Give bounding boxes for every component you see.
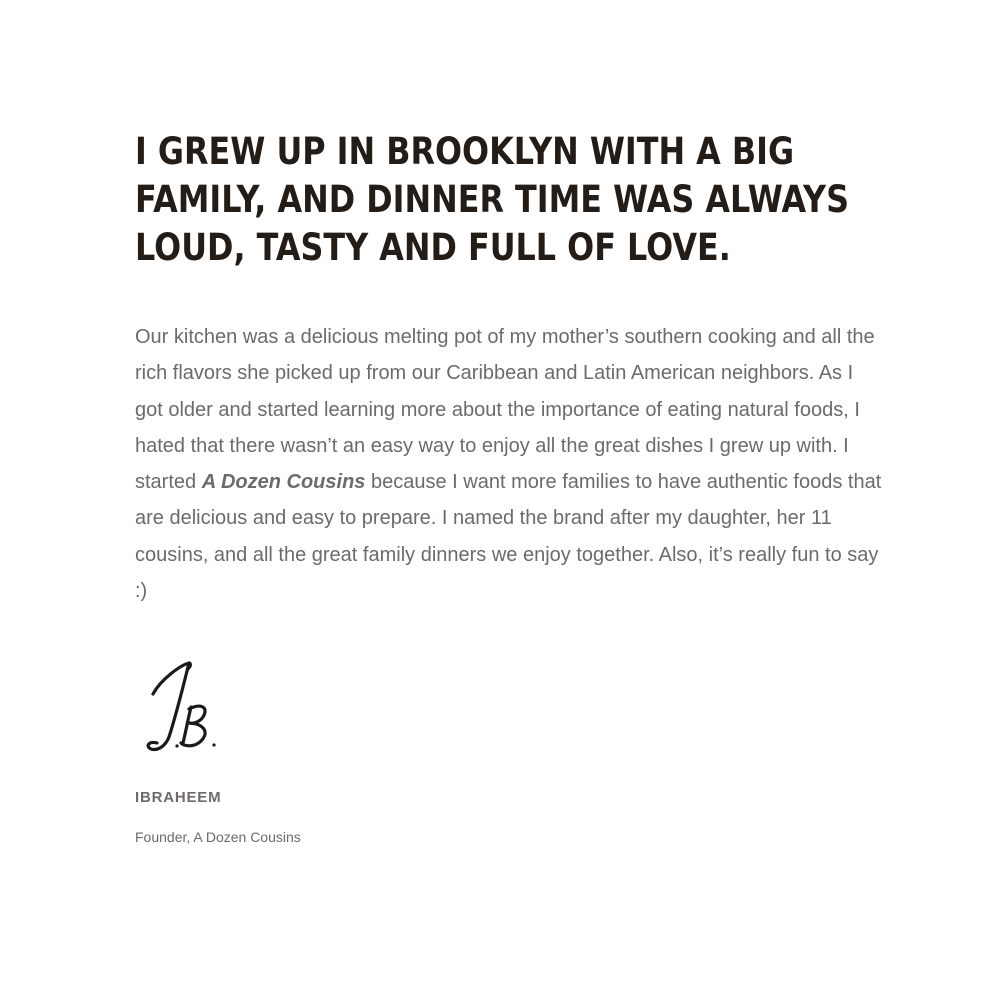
story-text-before-brand: Our kitchen was a delicious melting pot of my mother’s southern cooking and all the rich flavors she picked up from our Caribbean and Latin American neighbors. As I got older and started learning more about the importance of eating natural foods, I hated that there wasn’t an easy way to enjoy all the great dishes I grew up with. I started: [135, 326, 875, 494]
founder-name: IBRAHEEM: [135, 789, 222, 807]
founder-story-section: [135, 128, 885, 845]
story-brand-name: A Dozen Cousins: [201, 471, 366, 494]
story-text-after-brand: because I want more families to have authentic foods that are delicious and easy to prepare. I named the brand after my daughter, her 11 cousins, and all the great family dinners we enjoy together. Also, it’s really fun to say :): [135, 471, 882, 603]
signature-image: [131, 657, 221, 757]
story-headline: I GREW UP IN BROOKLYN WITH A BIG FAMILY, AND DINNER TIME WAS ALWAYS LOUD, TASTY AND FULL OF LOVE.: [135, 130, 850, 269]
story-paragraph: [135, 319, 885, 609]
founder-title: Founder, A Dozen Cousins: [135, 829, 301, 846]
